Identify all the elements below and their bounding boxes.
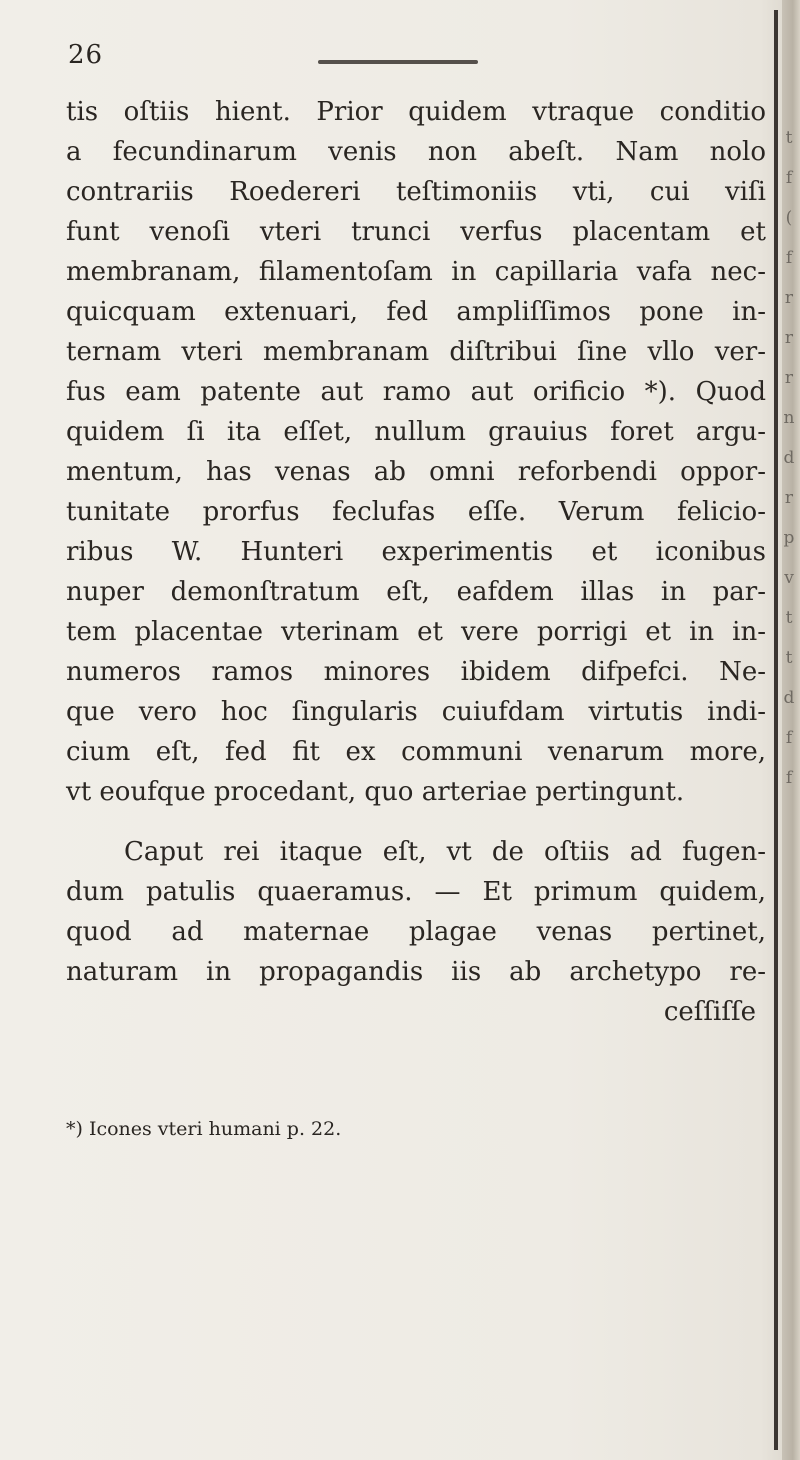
text-line: quod ad maternae plagae venas pertinet,	[66, 917, 766, 947]
text-line: vt eoufque procedant, quo arteriae pertingunt.	[66, 777, 685, 807]
text-line: a fecundinarum venis non abeſt. Nam nolo	[66, 137, 766, 167]
text-line: Caput rei itaque eſt, vt de oſtiis ad fugen-	[124, 837, 766, 867]
text-line: tem placentae vterinam et vere porrigi et in in-	[66, 617, 766, 647]
text-line: fus eam patente aut ramo aut orificio *). Quod	[66, 377, 766, 407]
text-line: ternam vteri membranam diſtribui ſine vllo ver-	[66, 337, 766, 367]
text-line: mentum, has venas ab omni reforbendi oppor-	[66, 457, 766, 487]
paragraph-1	[66, 92, 766, 812]
edge-letter: t	[785, 608, 793, 628]
text-line: dum patulis quaeramus. — Et primum quidem,	[66, 877, 766, 907]
edge-letter: d	[783, 688, 795, 708]
edge-letter: v	[784, 568, 794, 588]
edge-letter: f	[785, 768, 793, 788]
text-line: funt venoſi vteri trunci verfus placentam et	[66, 217, 766, 247]
edge-letter: r	[784, 328, 794, 348]
text-line: numeros ramos minores ibidem difpefci. Ne-	[66, 657, 766, 687]
header-rule	[318, 60, 478, 64]
edge-letter: f	[785, 168, 793, 188]
text-line: quicquam extenuari, fed ampliſſimos pone in-	[66, 297, 766, 327]
text-line: membranam, filamentoſam in capillaria vafa nec-	[66, 257, 766, 287]
edge-letter: t	[785, 648, 793, 668]
edge-letter: r	[784, 488, 794, 508]
text-line: quidem ſi ita eſſet, nullum grauius foret argu-	[66, 417, 766, 447]
edge-letter: d	[783, 448, 795, 468]
facing-page-letters	[778, 118, 800, 798]
edge-letter: p	[783, 528, 795, 548]
edge-letter: t	[785, 128, 793, 148]
edge-letter: f	[785, 248, 793, 268]
text-line: que vero hoc ſingularis cuiufdam virtutis indi-	[66, 697, 766, 727]
edge-letter: r	[784, 288, 794, 308]
text-line: nuper demonſtratum eſt, eafdem illas in par-	[66, 577, 766, 607]
body-text	[66, 92, 766, 1032]
edge-letter: r	[784, 368, 794, 388]
facing-page-edge	[748, 0, 800, 1460]
text-line: ribus W. Hunteri experimentis et iconibus	[66, 537, 766, 567]
edge-letter: n	[783, 408, 795, 428]
text-line: tunitate prorfus feclufas eſſe. Verum felicio-	[66, 497, 766, 527]
catchword: ceſſiſſe	[663, 997, 756, 1027]
footnote: *) Icones vteri humani p. 22.	[66, 1118, 342, 1140]
text-line: naturam in propagandis iis ab archetypo re-	[66, 957, 766, 987]
edge-letter: f	[785, 728, 793, 748]
text-line: contrariis Roedereri teſtimoniis vti, cui viſi	[66, 177, 766, 207]
page-number: 26	[68, 40, 104, 70]
paragraph-2	[66, 832, 766, 1032]
text-line: tis oſtiis hient. Prior quidem vtraque conditio	[66, 97, 766, 127]
text-line: cium eſt, fed fit ex communi venarum more,	[66, 737, 766, 767]
edge-letter: (	[785, 208, 793, 228]
